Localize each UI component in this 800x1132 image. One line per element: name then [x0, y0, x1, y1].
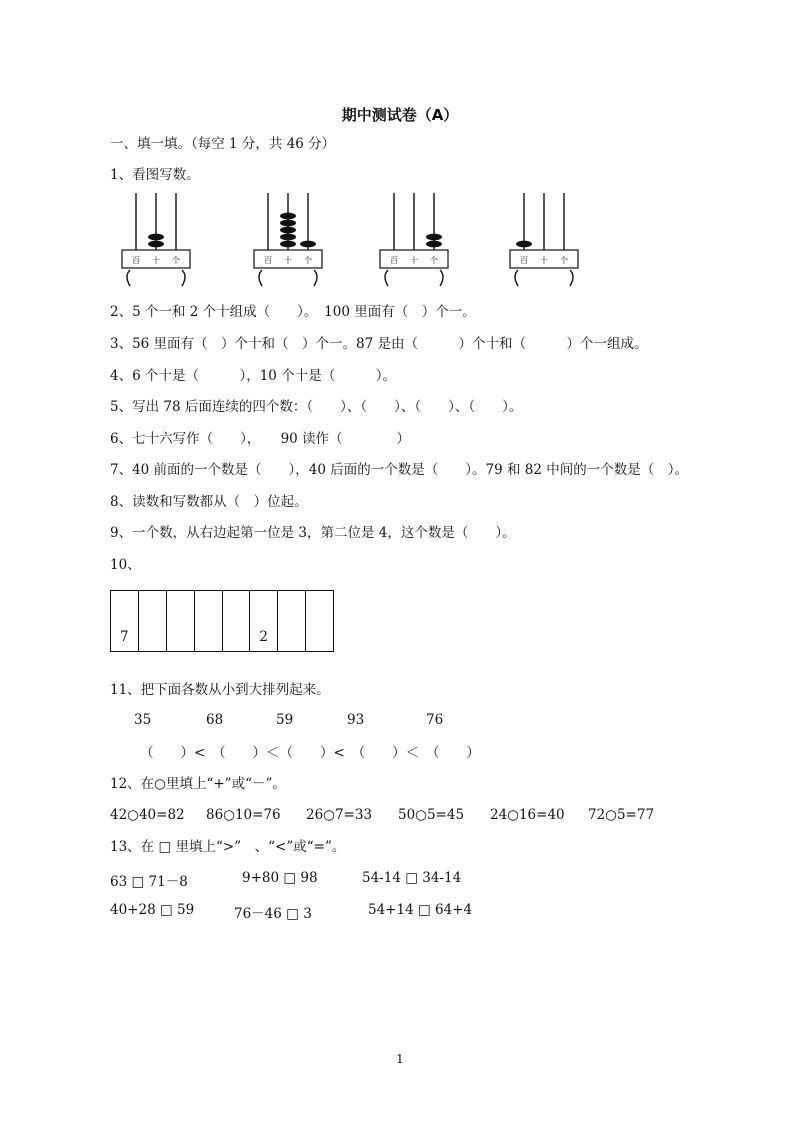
number-item: 93: [347, 712, 365, 728]
abacus-foot: [515, 270, 518, 286]
abacus-place-label: 十: [152, 256, 160, 265]
question-11: 11、把下面各数从小到大排列起来。: [110, 682, 330, 698]
equation-item: 42○40=82: [110, 807, 185, 823]
question-12: 12、在○里填上“+”或“－”。: [110, 776, 286, 792]
abacus-place-label: 十: [540, 256, 548, 265]
number-item: 76: [426, 712, 444, 728]
place-value-grid: [110, 590, 334, 652]
abacus-place-label: 十: [284, 256, 292, 265]
number-item: 35: [134, 712, 152, 728]
question-4: 4、6 个十是（ ），10 个十是（ ）。: [110, 368, 396, 384]
question-1: 1、看图写数。: [110, 167, 200, 183]
q13-row-2: [0, 902, 800, 922]
compare-item: 54+14 □ 64+4: [368, 902, 473, 918]
abacus-foot: [314, 270, 317, 286]
abacus-bead: [300, 241, 316, 248]
q11-answer-row: （ ）< （ ）＜（ ）< （ ）＜ （ ）: [140, 745, 480, 761]
question-3: 3、56 里面有（ ）个十和（ ）个一。87 是由（ ）个十和（ ）个一组成。: [110, 336, 648, 352]
abacus-bead: [426, 241, 442, 248]
equation-item: 26○7=33: [306, 807, 373, 823]
abacus-place-label: 个: [560, 256, 568, 265]
compare-item: 54-14 □ 34-14: [362, 870, 462, 886]
abacus-foot: [440, 270, 443, 286]
compare-item: 76－46 □ 3: [234, 906, 312, 922]
question-5: 5、写出 78 后面连续的四个数：（ ）、（ ）、（ ）、（ ）。: [110, 399, 523, 415]
q11-numbers: [0, 712, 800, 732]
abacus-foot: [259, 270, 262, 286]
abacus-bead: [280, 227, 296, 234]
compare-item: 40+28 □ 59: [110, 902, 195, 918]
equation-item: 72○5=77: [588, 807, 655, 823]
question-10: 10、: [110, 557, 141, 573]
page-title: 期中测试卷（A）: [341, 106, 459, 124]
abacus-place-label: 百: [390, 256, 398, 265]
abacus-2: [250, 190, 330, 290]
question-6: 6、七十六写作（ ）， 90 读作（ ）: [110, 431, 411, 447]
abacus-foot: [385, 270, 388, 286]
question-13: 13、在 □ 里填上“>” 、“<”或“=”。: [110, 839, 346, 855]
abacus-foot: [570, 270, 573, 286]
question-2: 2、5 个一和 2 个十组成（ ）。 100 里面有（ ）个一。: [110, 304, 476, 320]
abacus-place-label: 百: [520, 256, 528, 265]
question-9: 9、一个数，从右边起第一位是 3，第二位是 4，这个数是（ ）。: [110, 525, 516, 541]
abacus-place-label: 十: [410, 256, 418, 265]
equation-item: 50○5=45: [398, 807, 465, 823]
section-heading: 一、填一填。（每空 1 分，共 46 分）: [110, 136, 336, 152]
grid-cell: 2: [250, 591, 278, 651]
grid-cell: 7: [111, 591, 139, 651]
abacus-foot: [127, 270, 130, 286]
q13-row-1: [0, 870, 800, 890]
grid-cell: [223, 591, 251, 651]
grid-cell: [278, 591, 306, 651]
abacus-bead: [516, 241, 532, 248]
abacus-place-label: 个: [172, 256, 180, 265]
abacus-bead: [280, 213, 296, 220]
number-item: 59: [276, 712, 294, 728]
grid-cell: [139, 591, 167, 651]
abacus-4: [506, 190, 586, 290]
grid-cell: [306, 591, 333, 651]
compare-item: 9+80 □ 98: [242, 870, 318, 886]
q12-items: [0, 807, 800, 827]
grid-cell: [195, 591, 223, 651]
abacus-place-label: 个: [430, 256, 438, 265]
abacus-bead: [280, 234, 296, 241]
grid-cell: [167, 591, 195, 651]
page-number: 1: [396, 1052, 404, 1066]
abacus-bead: [148, 241, 164, 248]
abacus-bead: [426, 234, 442, 241]
abacus-place-label: 百: [132, 256, 140, 265]
abacus-3: [376, 190, 456, 290]
abacus-bead: [148, 234, 164, 241]
number-item: 68: [206, 712, 224, 728]
abacus-place-label: 百: [264, 256, 272, 265]
question-7: 7、40 前面的一个数是（ ），40 后面的一个数是（ ）。79 和 82 中间的一个数是（ ）。: [110, 462, 689, 478]
equation-item: 24○16=40: [490, 807, 565, 823]
compare-item: 63 □ 71－8: [110, 874, 188, 890]
equation-item: 86○10=76: [206, 807, 281, 823]
abacus-bead: [280, 220, 296, 227]
abacus-bead: [280, 241, 296, 248]
question-8: 8、读数和写数都从（ ）位起。: [110, 494, 308, 510]
abacus-1: [118, 190, 198, 290]
abacus-place-label: 个: [304, 256, 312, 265]
abacus-foot: [182, 270, 185, 286]
